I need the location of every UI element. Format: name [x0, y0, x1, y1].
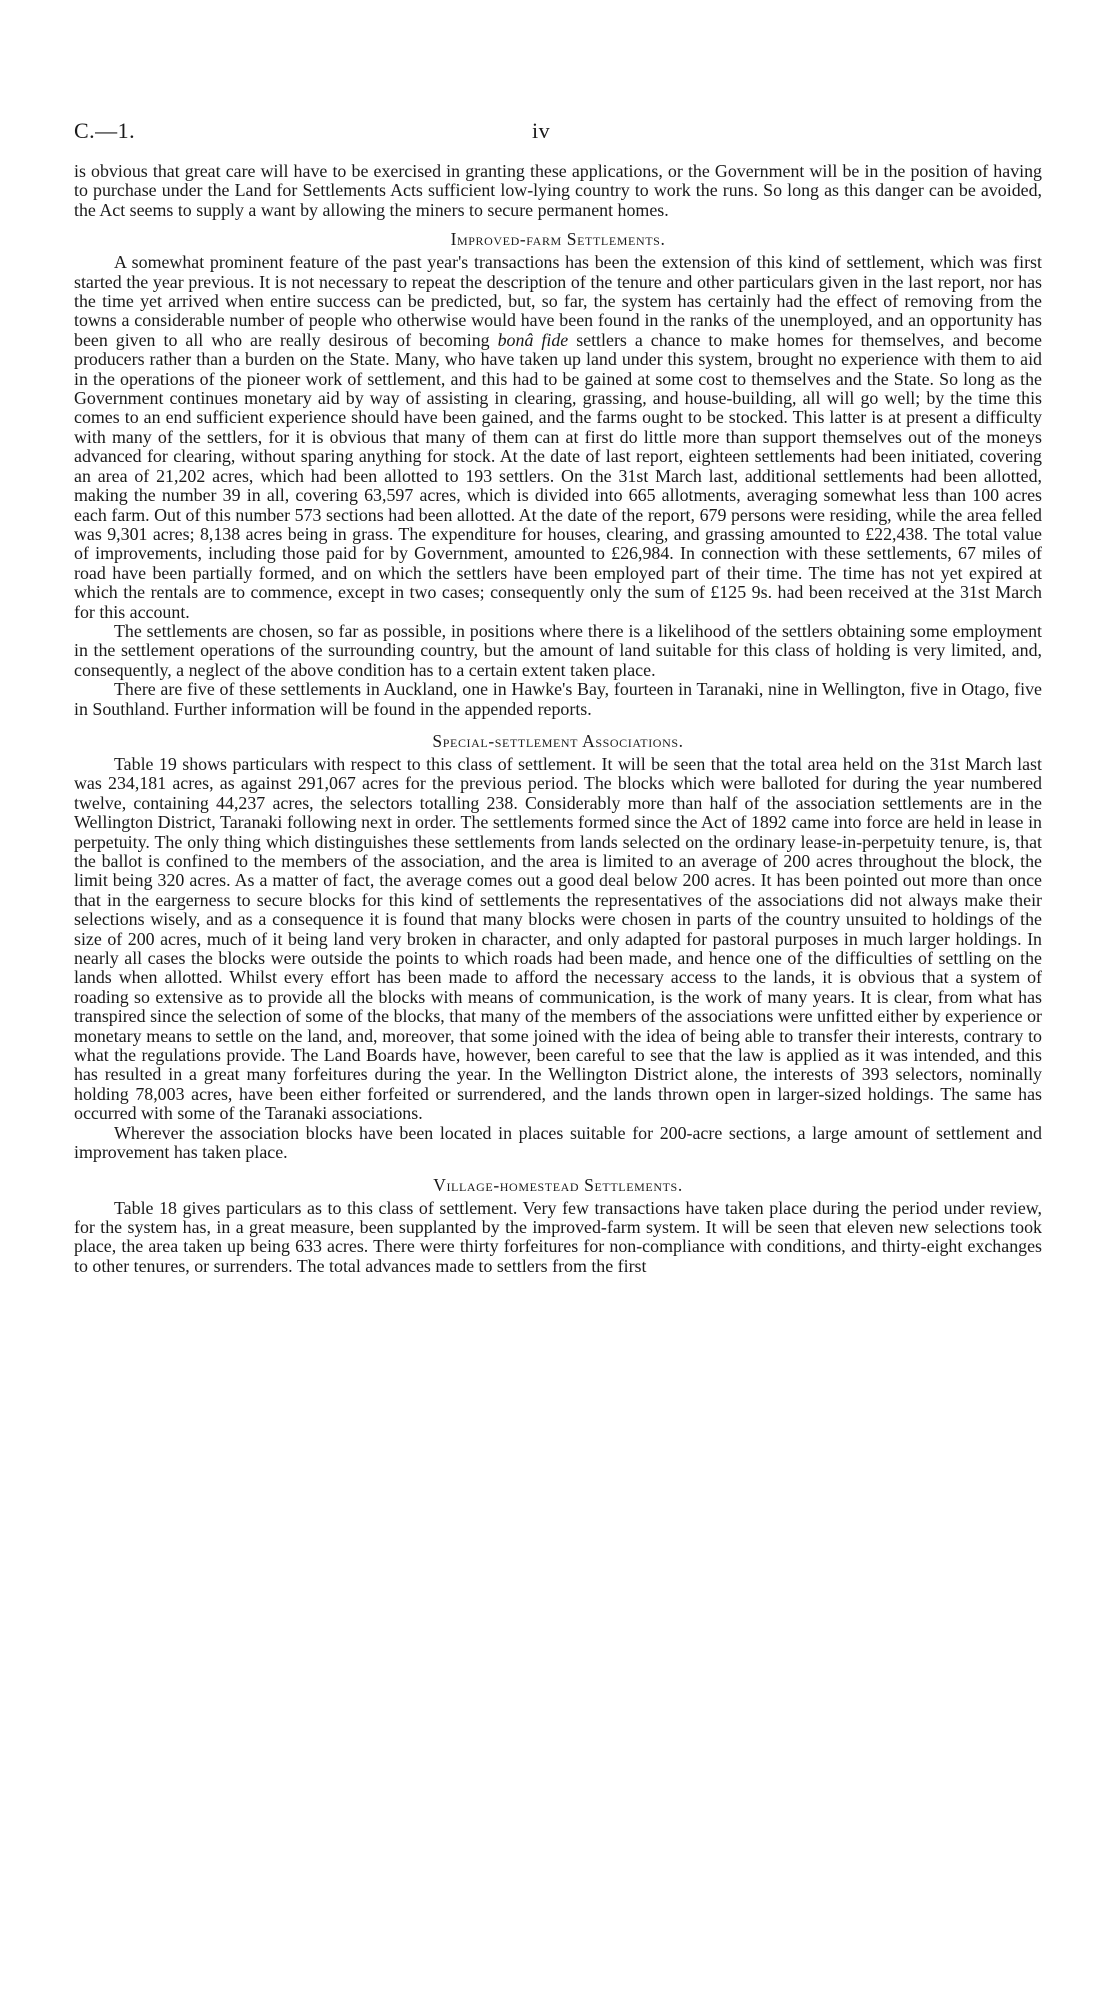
document-reference: C.—1. [74, 118, 136, 143]
improved-farm-text-b: settlers a chance to make homes for themselves, and become producers rather than a burden on the State. Many, who have taken up land under this system, brought no experience with them to aid in the operations of the pioneer work of settlement, and this had to be gained at some cost to themselves and the State. So long as the Government continues monetary aid by way of assisting in clearing, grassing, and house-building, all will go well; by the time this comes to an end sufficient experience should have been gained, and the farms ought to be stocked. This latter is at present a difficulty with many of the settlers, for it is obvious that many of them can at first do little more than support themselves out of the moneys advanced for clearing, without sparing anything for stock. At the date of last report, eighteen settlements had been initiated, covering an area of 21,202 acres, which had been allotted to 193 settlers. On the 31st March last, additional settlements had been allotted, making the number 39 in all, covering 63,597 acres, which is divided into 665 allotments, averaging somewhat less than 100 acres each farm. Out of this number 573 sections had been allotted. At the date of the report, 679 persons were residing, while the area felled was 9,301 acres; 8,138 acres being in grass. The expenditure for houses, clearing, and grassing amounted to £22,438. The total value of improvements, including those paid for by Government, amounted to £26,984. In connection with these settlements, 67 miles of road have been partially formed, and on which the settlers have been employed part of their time. The time has not yet expired at which the rentals are to commence, except in two cases; consequently only the sum of £125 9s. had been received at the 31st March for this account. [74, 329, 1042, 622]
improved-farm-paragraph-2: The settlements are chosen, so far as possible, in positions where there is a likelihood of the settlers obtaining some employment in the settlement operations of the surrounding country, but the amount of land suitable for this class of holding is very limited, and, consequently, a neglect of the above condition has to a certain extent taken place. [74, 620, 1042, 680]
improved-farm-paragraph-1 [74, 253, 1042, 622]
page-number: iv [532, 118, 551, 143]
improved-farm-text-a: A somewhat prominent feature of the past year's transactions has been the extension of this kind of settlement, which was first started the year previous. It is not necessary to repeat the description of the tenure and other particulars given in the last report, nor has the time yet arrived when entire success can be predicted, but, so far, the system has certainly had the effect of removing from the towns a considerable number of people who otherwise would have been found in the ranks of the unemployed, and an opportunity has been given to all who are really desirous of becoming [74, 252, 1042, 350]
section-heading-village-homestead: Village-homestead Settlements. [433, 1174, 683, 1195]
italic-phrase: bonâ fide [497, 329, 569, 350]
document-page [74, 118, 1042, 1276]
improved-farm-paragraph-3: There are five of these settlements in Auckland, one in Hawke's Bay, fourteen in Taranaki, nine in Wellington, five in Otago, five in Southland. Further information will be found in the appended reports. [74, 679, 1042, 719]
intro-paragraph: is obvious that great care will have to be exercised in granting these applications, or the Government will be in the position of having to purchase under the Land for Settlements Acts sufficient low-lying country to work the runs. So long as this danger can be avoided, the Act seems to supply a want by allowing the miners to secure permanent homes. [74, 161, 1042, 220]
document-body [74, 162, 1042, 1276]
page-header [74, 118, 1042, 148]
special-settlement-paragraph-1: Table 19 shows particulars with respect to this class of settlement. It will be seen that the total area held on the 31st March last was 234,181 acres, as against 291,067 acres for the previous period. The blocks which were balloted for during the year numbered twelve, containing 44,237 acres, the selectors totalling 238. Considerably more than half of the association settlements are in the Wellington District, Taranaki following next in order. The settlements formed since the Act of 1892 came into force are held in lease in perpetuity. The only thing which distinguishes these settlements from lands selected on the ordinary lease-in-perpetuity tenure, is, that the ballot is confined to the members of the association, and the area is limited to an average of 200 acres throughout the block, the limit being 320 acres. As a matter of fact, the average comes out a good deal below 200 acres. It has been pointed out more than once that in the eargerness to secure blocks for this kind of settlements the representatives of the associations did not always make their selections wisely, and as a consequence it is found that many blocks were chosen in parts of the country unsuited to holdings of the size of 200 acres, much of it being land very broken in character, and only adapted for pastoral purposes in much larger holdings. In nearly all cases the blocks were outside the points to which roads had been made, and hence one of the difficulties of settling on the lands when allotted. Whilst every effort has been made to afford the necessary access to the lands, it is obvious that a system of roading so extensive as to provide all the blocks with means of communication, is the work of many years. It is clear, from what has transpired since the selection of some of the blocks, that many of the members of the associations were unfitted either by experience or monetary means to settle on the land, and, moreover, that some joined with the idea of being able to transfer their interests, contrary to what the regulations provide. The Land Boards have, however, been careful to see that the law is applied as it was intended, and this has resulted in a great many forfeitures during the year. In the Wellington District alone, the interests of 393 selectors, nominally holding 78,003 acres, have been either forfeited or surrendered, and the lands thrown open in larger-sized holdings. The same has occurred with some of the Taranaki associations. [74, 753, 1042, 1124]
village-homestead-paragraph-1: Table 18 gives particulars as to this class of settlement. Very few transactions have taken place during the period under review, for the system has, in a great measure, been supplanted by the improved-farm system. It will be seen that eleven new selections took place, the area taken up being 633 acres. There were thirty forfeitures for non-compliance with conditions, and thirty-eight exchanges to other tenures, or surrenders. The total advances made to settlers from the first [74, 1197, 1042, 1276]
section-heading-special-settlement: Special-settlement Associations. [432, 730, 684, 751]
special-settlement-paragraph-2: Wherever the association blocks have been located in places suitable for 200-acre sections, a large amount of settlement and improvement has taken place. [74, 1122, 1042, 1163]
section-heading-improved-farm: Improved-farm Settlements. [450, 229, 666, 250]
